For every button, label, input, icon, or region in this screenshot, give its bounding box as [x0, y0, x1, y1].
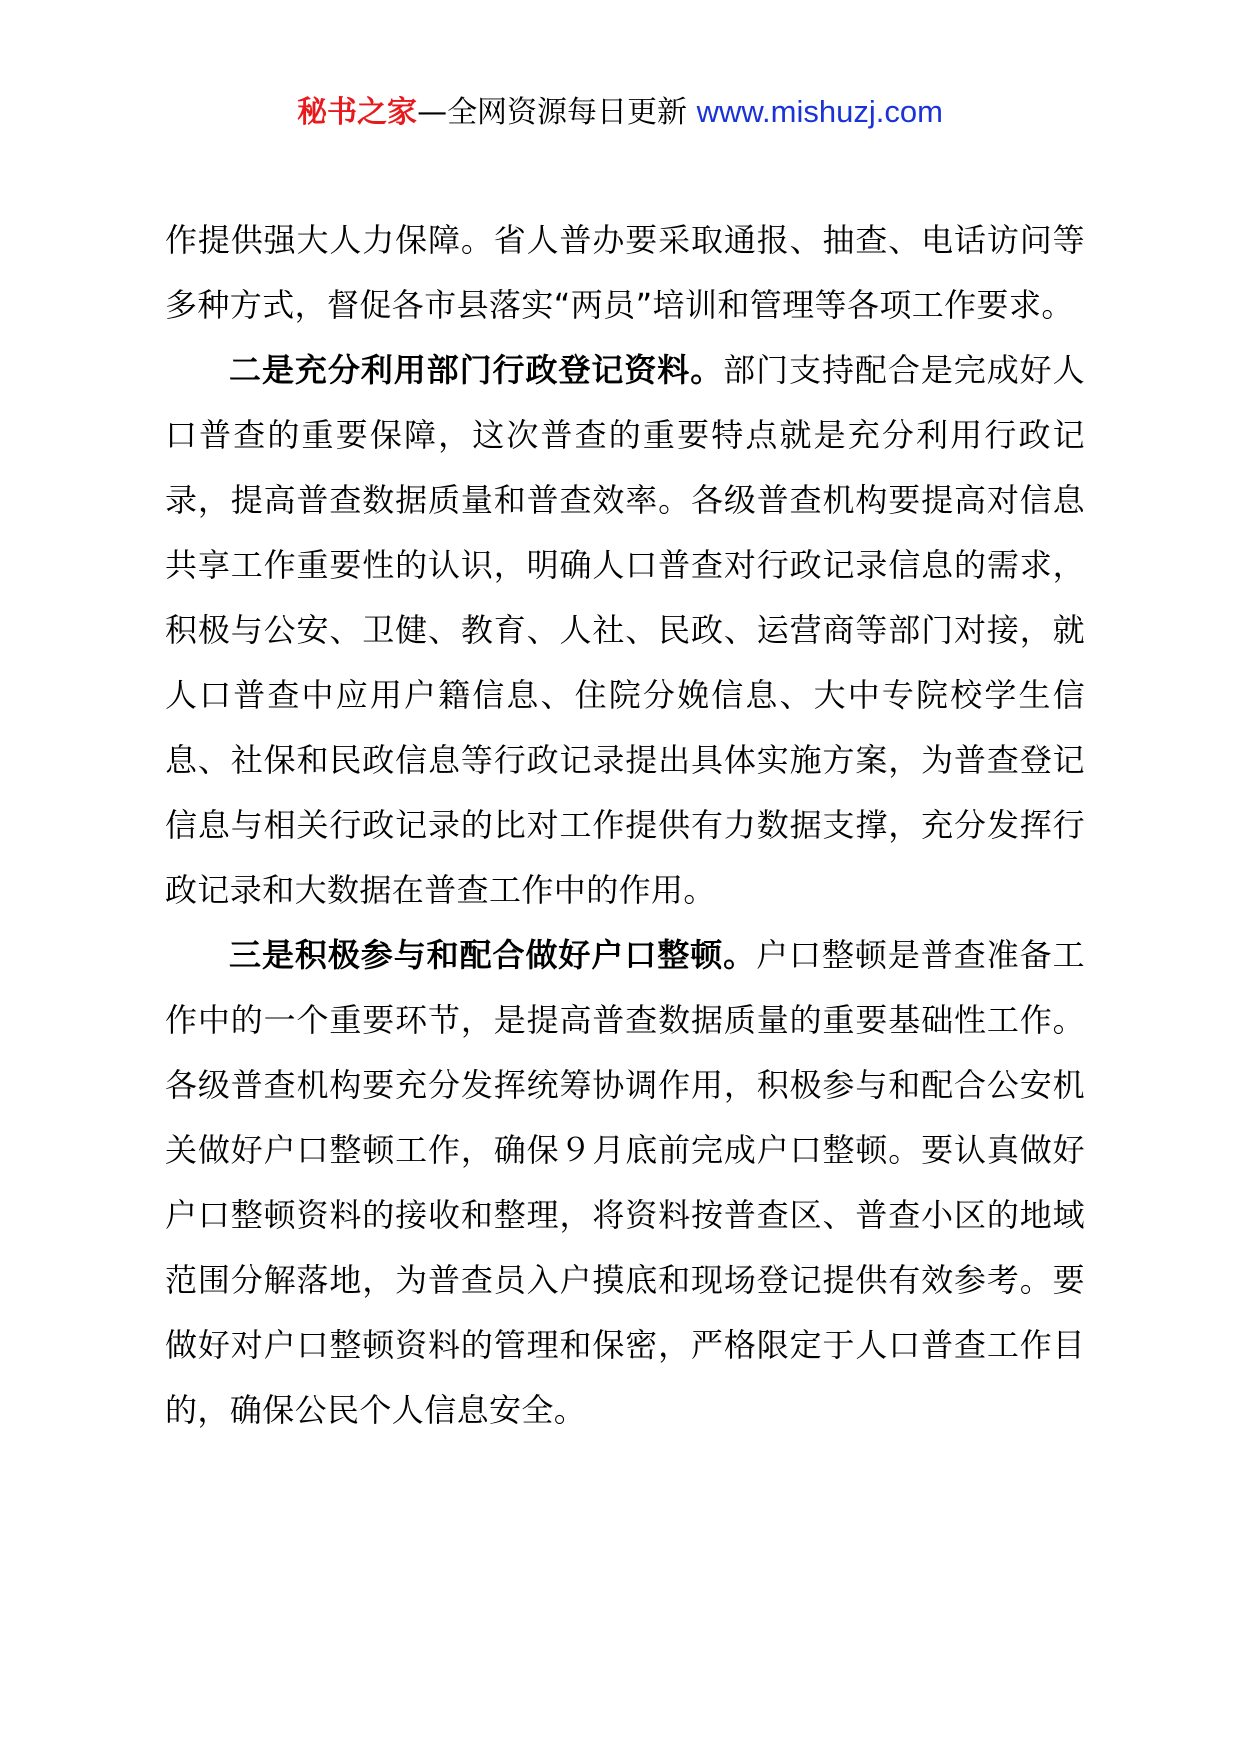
paragraph-household-registration — [165, 923, 1085, 1443]
paragraph-text: 户口整顿是普查准备工作中的一个重要环节，是提高普查数据质量的重要基础性工作。各级普查机构要充分发挥统筹协调作用，积极参与和配合公安机关做好户口整顿工作，确保９月底前完成户口整顿。要认真做好户口整顿资料的接收和整理，将资料按普查区、普查小区的地域范围分解落地，为普查员入户摸底和现场登记提供有效参考。要做好对户口整顿资料的管理和保密，严格限定于人口普查工作目的，确保公民个人信息安全。 — [165, 936, 1085, 1429]
site-url[interactable]: www.mishuzj.com — [696, 94, 943, 129]
site-tagline: —全网资源每日更新 — [417, 95, 688, 130]
paragraph-continuation — [165, 208, 1085, 338]
document-body — [165, 208, 1085, 1443]
paragraph-lead: 二是充分利用部门行政登记资料。 — [229, 351, 724, 389]
paragraph-lead: 三是积极参与和配合做好户口整顿。 — [229, 936, 757, 974]
paragraph-admin-records — [165, 338, 1085, 923]
paragraph-text: 作提供强大人力保障。省人普办要采取通报、抽查、电话访问等多种方式，督促各市县落实“两员”培训和管理等各项工作要求。 — [165, 221, 1085, 324]
site-brand: 秘书之家 — [297, 95, 418, 130]
paragraph-text: 部门支持配合是完成好人口普查的重要保障，这次普查的重要特点就是充分利用行政记录，提高普查数据质量和普查效率。各级普查机构要提高对信息共享工作重要性的认识，明确人口普查对行政记录信息的需求，积极与公安、卫健、教育、人社、民政、运营商等部门对接，就人口普查中应用户籍信息、住院分娩信息、大中专院校学生信息、社保和民政信息等行政记录提出具体实施方案，为普查登记信息与相关行政记录的比对工作提供有力数据支撑，充分发挥行政记录和大数据在普查工作中的作用。 — [165, 351, 1085, 909]
page-header — [0, 92, 1240, 133]
